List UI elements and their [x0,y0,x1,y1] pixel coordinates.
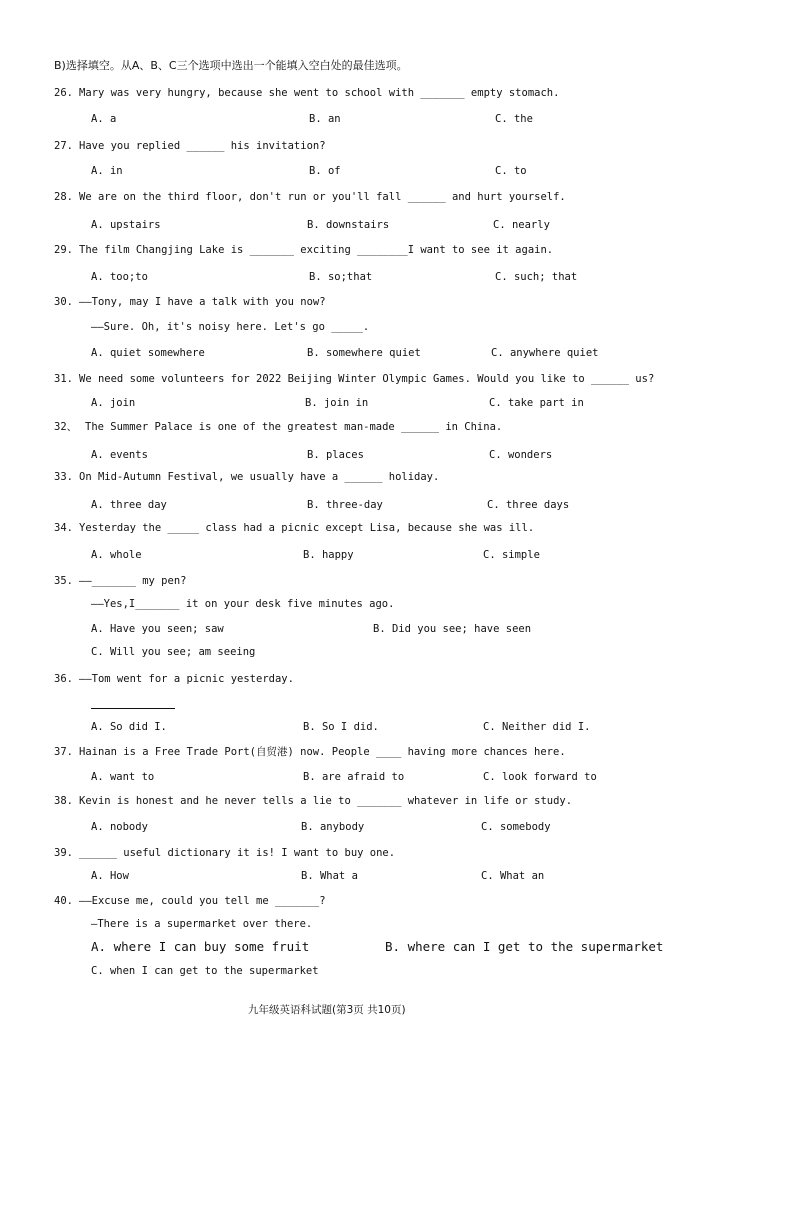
option-c: C. What an [481,870,545,882]
question-number: 36. [54,673,73,685]
question-number: 38. [54,795,73,807]
option-b: B. of [309,165,341,177]
question-number: 33. [54,471,73,483]
question-number: 32、 [54,421,78,433]
question-number: 39. [54,847,73,859]
option-b: B. three-day [307,499,383,511]
option-b: B. somewhere quiet [307,347,421,359]
option-a: A. a [91,113,117,125]
option-b: B. What a [301,870,358,882]
question-stem: Kevin is honest and he never tells a lie to _______ whatever in life or study. [79,795,573,807]
question-number: 29. [54,244,73,256]
option-a: A. whole [91,549,142,561]
option-c: C. Will you see; am seeing [91,646,256,658]
question-number: 37. [54,746,73,758]
option-b: B. join in [305,397,369,409]
option-a: A. join [91,397,136,409]
option-c: C. to [495,165,527,177]
option-a: A. How [91,870,129,882]
question-stem: ______ useful dictionary it is! I want to buy one. [79,847,396,859]
option-c: C. Neither did I. [483,721,591,733]
question-number: 31. [54,373,73,385]
option-b: B. So I did. [303,721,379,733]
question-number: 30. [54,296,73,308]
option-b: B. an [309,113,341,125]
question-number: 40. [54,895,73,907]
option-c: C. take part in [489,397,584,409]
option-a: A. events [91,449,148,461]
option-a: A. too;to [91,271,148,283]
option-c: C. somebody [481,821,551,833]
option-c: C. nearly [493,219,550,231]
question-stem-reply: ——Yes,I_______ it on your desk five minutes ago. [91,598,395,610]
option-c: C. simple [483,549,540,561]
option-a: A. Have you seen; saw [91,623,224,635]
question-stem: Have you replied ______ his invitation? [79,140,326,152]
option-c: C. the [495,113,533,125]
question-number: 27. [54,140,73,152]
option-c: C. when I can get to the supermarket [91,965,319,977]
option-b: B. Did you see; have seen [373,623,532,635]
question-number: 34. [54,522,73,534]
option-c: C. three days [487,499,570,511]
question-stem: The film Changjing Lake is _______ exciting ________I want to see it again. [79,244,554,256]
option-b: B. are afraid to [303,771,405,783]
page-footer: 九年级英语科试题(第3页 共10页) [248,1004,406,1016]
option-a: A. want to [91,771,155,783]
question-stem: Yesterday the _____ class had a picnic except Lisa, because she was ill. [79,522,535,534]
answer-blank-line [91,708,175,709]
option-b: B. places [307,449,364,461]
question-stem: We are on the third floor, don't run or you'll fall ______ and hurt yourself. [79,191,566,203]
question-stem-reply: ——Sure. Oh, it's noisy here. Let's go _____. [91,321,370,333]
question-number: 35. [54,575,73,587]
question-number: 28. [54,191,73,203]
option-c: C. wonders [489,449,553,461]
question-stem: Mary was very hungry, because she went to school with _______ empty stomach. [79,87,560,99]
option-c: C. such; that [495,271,578,283]
question-number: 26. [54,87,73,99]
option-a: A. where I can buy some fruit [91,939,310,954]
question-stem: ——_______ my pen? [79,575,187,587]
option-c: C. anywhere quiet [491,347,599,359]
option-a: A. upstairs [91,219,161,231]
option-b: B. where can I get to the supermarket [385,939,664,954]
option-a: A. nobody [91,821,148,833]
question-stem: ——Excuse me, could you tell me _______? [79,895,326,907]
question-stem: The Summer Palace is one of the greatest man-made ______ in China. [85,421,503,433]
option-b: B. happy [303,549,354,561]
option-a: A. in [91,165,123,177]
question-stem-reply: —There is a supermarket over there. [91,918,313,930]
question-stem: On Mid-Autumn Festival, we usually have a ______ holiday. [79,471,440,483]
option-a: A. quiet somewhere [91,347,205,359]
option-b: B. downstairs [307,219,390,231]
section-heading: B)选择填空。从A、B、C三个选项中选出一个能填入空白处的最佳选项。 [54,59,408,72]
question-stem: ——Tom went for a picnic yesterday. [79,673,294,685]
option-a: A. three day [91,499,167,511]
question-stem: ——Tony, may I have a talk with you now? [79,296,326,308]
option-a: A. So did I. [91,721,167,733]
question-stem: Hainan is a Free Trade Port(自贸港) now. People ____ having more chances here. [79,746,566,758]
option-b: B. anybody [301,821,365,833]
question-stem: We need some volunteers for 2022 Beijing Winter Olympic Games. Would you like to ______ us? [79,373,655,385]
option-c: C. look forward to [483,771,597,783]
option-b: B. so;that [309,271,373,283]
